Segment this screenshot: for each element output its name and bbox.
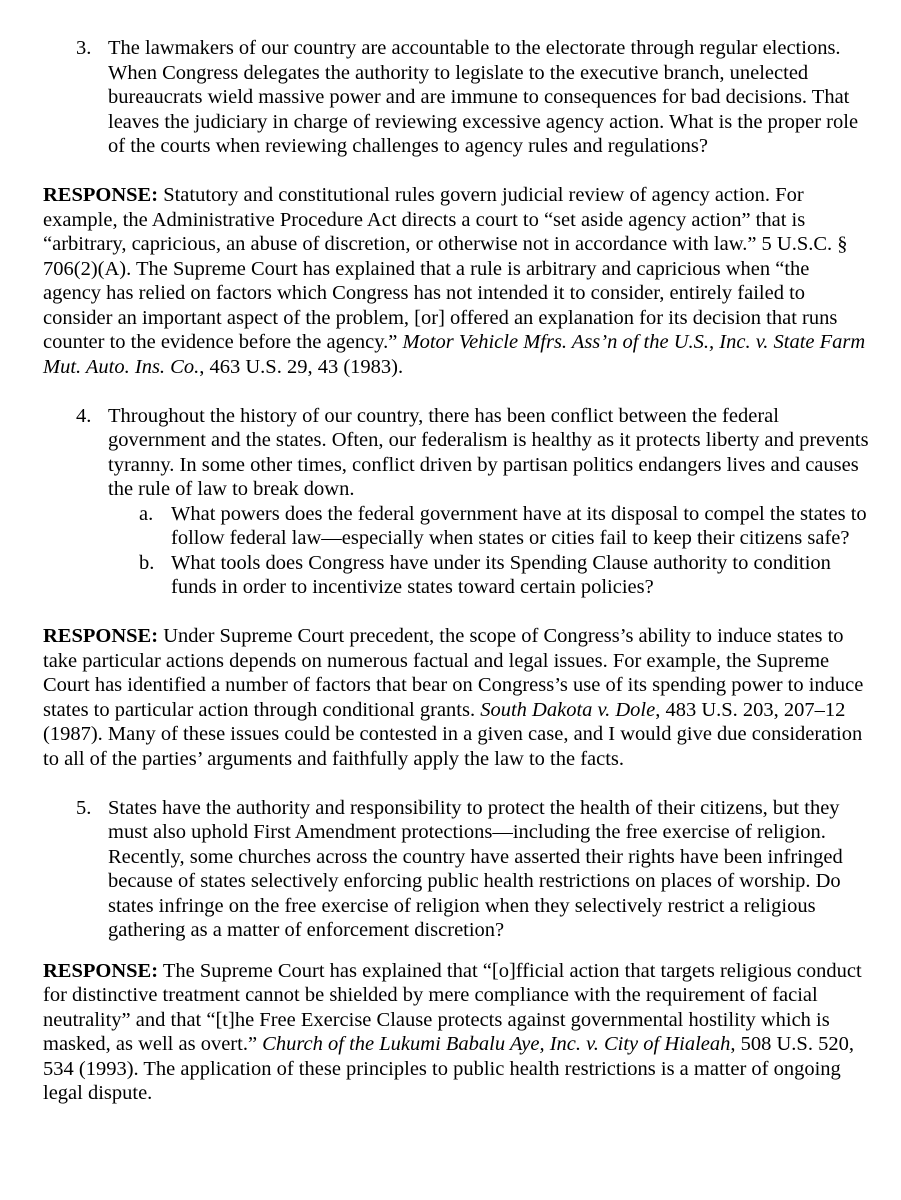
response-4 — [43, 624, 871, 771]
response-text: Under Supreme Court precedent, the scope of Congress’s ability to induce states to take particular actions depends on numerous factual and legal issues. For example, the Supreme Court has identified a number of factors that bear on Congress’s use of its spending power to induce states to particular action through conditional grants. — [43, 625, 864, 721]
question-number: 5. — [76, 796, 92, 819]
citation-reporter: , 483 U.S. 203, 207–12 (1987). Many of these issues could be contested in a given case, and I would give due consideration to all of the parties’ arguments and faithfully apply the law to the facts. — [43, 698, 863, 770]
response-text: Statutory and constitutional rules govern judicial review of agency action. For example, the Administrative Procedure Act directs a court to “set aside agency action” that is “arbitrary, capricious, an abuse of discretion, or otherwise not in accordance with law.” 5 U.S.C. § 706(2)(A). The Supreme Court has explained that a rule is arbitrary and capricious when “the agency has relied on factors which Congress has not intended it to consider, entirely failed to consider an important aspect of the problem, [or] offered an explanation for its decision that runs counter to the evidence before the agency.” — [43, 184, 848, 353]
question-text: The lawmakers of our country are accountable to the electorate through regular elections. When Congress delegates the authority to legislate to the executive branch, unelected bureaucrats wield massive power and are immune to consequences for bad decisions. That leaves the judiciary in charge of reviewing excessive agency action. What is the proper role of the courts when reviewing challenges to agency rules and regulations? — [108, 37, 859, 157]
question-4 — [43, 404, 871, 502]
sub-question-text: What powers does the federal government have at its disposal to compel the states to follow federal law—especially when states or cities fail to keep their citizens safe? — [171, 502, 867, 549]
response-label: RESPONSE: — [43, 625, 159, 647]
question-number: 3. — [76, 37, 92, 59]
case-citation: South Dakota v. Dole — [480, 698, 656, 721]
question-text: States have the authority and responsibility to protect the health of their citizens, but they must also uphold First Amendment protections—including the free exercise of religion. Recently, some churches across the country have asserted their rights have been infringed because of states selectively enforcing public health restrictions on places of worship. Do states infringe on the free exercise of religion when they selectively restrict a religious gathering as a matter of enforcement discretion? — [108, 796, 843, 941]
question-3 — [43, 36, 871, 159]
sub-question-letter: b. — [139, 551, 155, 574]
question-text: Throughout the history of our country, there has been conflict between the federal government and the states. Often, our federalism is healthy as it protects liberty and prevents tyranny. In some other times, conflict driven by partisan politics endangers lives and causes the rule of law to break down. — [108, 404, 869, 500]
response-text: The Supreme Court has explained that “[o]fficial action that targets religious conduct for distinctive treatment cannot be shielded by mere compliance with the requirement of facial neutrality” and that “[t]he Free Exercise Clause protects against governmental hostility which is masked, as well as overt.” — [43, 959, 862, 1055]
case-citation: Church of the Lukumi Babalu Aye, Inc. v. City of Hialeah — [262, 1033, 731, 1055]
response-3 — [43, 183, 871, 379]
case-citation: Motor Vehicle Mfrs. Ass’n of the U.S., Inc. v. State Farm Mut. Auto. Ins. Co. — [43, 331, 866, 378]
citation-reporter: , 508 U.S. 520, 534 (1993). The application of these principles to public health restrictions is a matter of ongoing legal dispute. — [43, 1033, 854, 1104]
sub-question-letter: a. — [139, 502, 154, 525]
sub-question-list — [43, 502, 871, 600]
sub-question-text: What tools does Congress have under its Spending Clause authority to condition funds in order to incentivize states toward certain policies? — [171, 551, 831, 598]
question-number: 4. — [76, 404, 92, 427]
response-5 — [43, 959, 871, 1106]
question-5 — [43, 796, 871, 943]
citation-reporter: , 463 U.S. 29, 43 (1983). — [199, 355, 404, 378]
sub-question-b — [43, 551, 871, 600]
response-label: RESPONSE: — [43, 184, 159, 206]
sub-question-a — [43, 502, 871, 551]
response-label: RESPONSE: — [43, 959, 159, 982]
